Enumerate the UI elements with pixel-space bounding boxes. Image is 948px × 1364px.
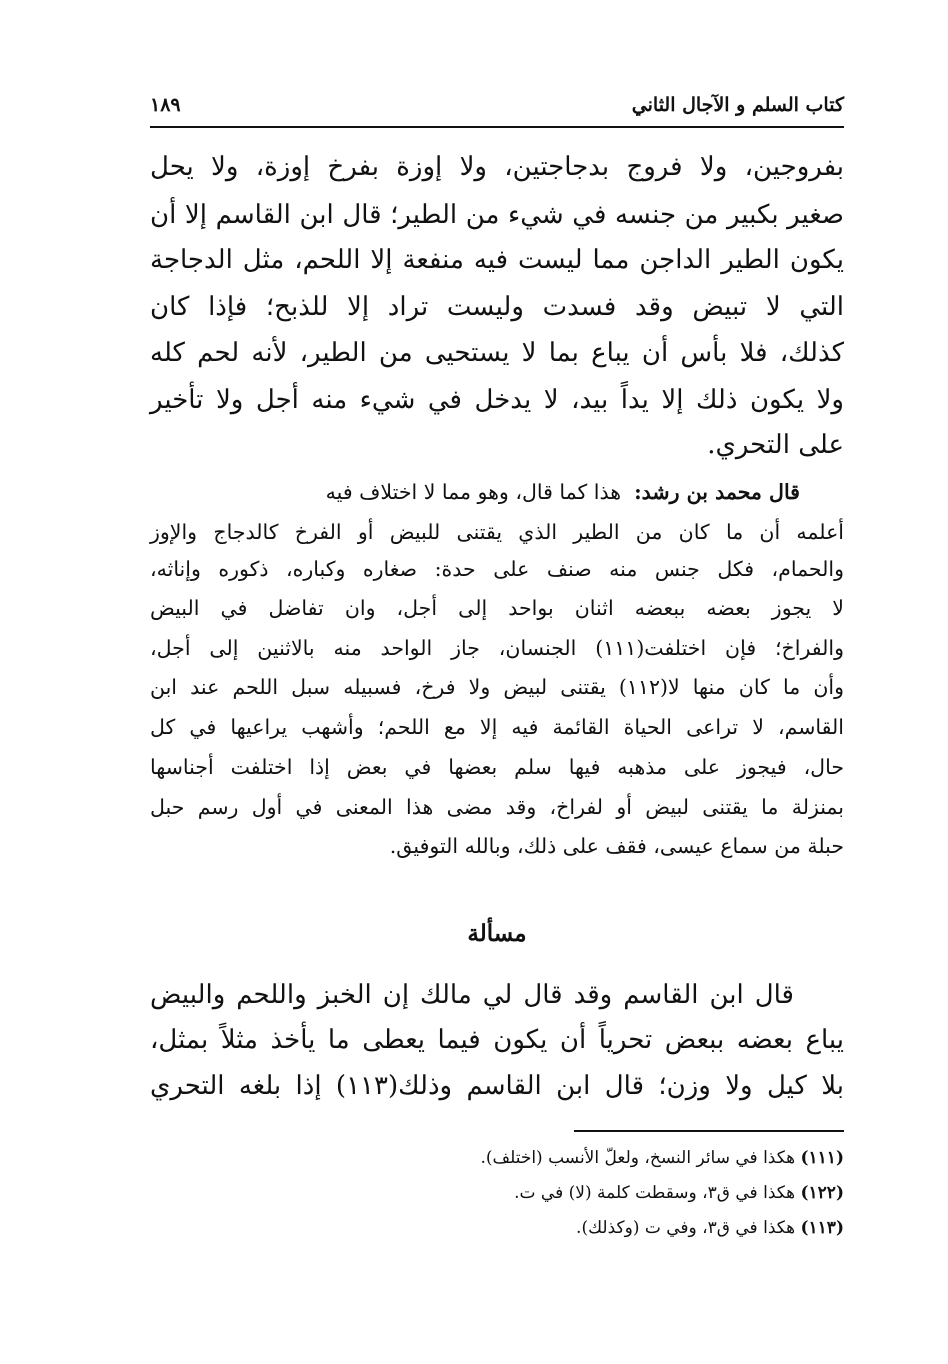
- section-heading: مسألة: [467, 920, 527, 947]
- text-line: يباع بعضه ببعض تحرياً أن يكون فيما يعطى ما يأخذ مثلاً بمثل،: [150, 1025, 844, 1055]
- book-page: [150, 0, 844, 1364]
- text-line: كذلك، فلا بأس أن يباع بما لا يستحيى من الطير، لأنه لحم كله: [150, 338, 844, 368]
- text-line: لا يجوز بعضه ببعضه اثنان بواحد إلى أجل، وان تفاضل في البيض: [150, 596, 844, 620]
- footnote-text: هكذا في ق٣، وفي ت (وكذلك).: [576, 1218, 796, 1238]
- running-title: كتاب السلم و الآجال الثاني: [631, 94, 844, 116]
- commentary-first-line: [150, 480, 844, 504]
- footnote: [150, 1218, 844, 1238]
- text-line: قال ابن القاسم وقد قال لي مالك إن الخبز واللحم والبيض: [150, 980, 794, 1010]
- text-line: بمنزلة ما يقتنى لبيض أو لفراخ، وقد مضى هذا المعنى في أول رسم حبل: [150, 795, 844, 819]
- text-line: حبلة من سماع عيسى، فقف على ذلك، وبالله التوفيق.: [389, 834, 844, 858]
- text-line: والفراخ؛ فإن اختلفت(١١١) الجنسان، جاز الواحد منه بالاثنين إلى أجل،: [150, 636, 844, 660]
- text-line: أعلمه أن ما كان من الطير الذي يقتنى للبيض أو الفرخ كالدجاج والإوز: [150, 520, 844, 544]
- text-line: يكون الطير الداجن مما ليست فيه منفعة إلا اللحم، مثل الدجاجة: [150, 245, 844, 275]
- text-line: على التحري.: [707, 430, 844, 460]
- commentary-first-text: هذا كما قال، وهو مما لا اختلاف فيه: [325, 480, 622, 504]
- text-line: صغير بكبير من جنسه في شيء من الطير؛ قال ابن القاسم إلا أن: [150, 200, 844, 230]
- footnote-number: (١١٣): [800, 1218, 844, 1238]
- text-line: حال، فيجوز على مذهبه فيها سلم بعضها في بعض إذا اختلفت أجناسها: [150, 755, 844, 779]
- footnote-text: هكذا في ق٣، وسقطت كلمة (لا) في ت.: [514, 1183, 796, 1203]
- footnote: [150, 1183, 844, 1203]
- running-header: [150, 90, 844, 128]
- text-line: وأن ما كان منها لا(١١٢) يقتنى لبيض ولا فرخ، فسبيله سبل اللحم عند ابن: [150, 675, 844, 699]
- text-line: ولا يكون ذلك إلا يداً بيد، لا يدخل في شيء منه أجل ولا تأخير: [150, 385, 844, 415]
- text-line: بلا كيل ولا وزن؛ قال ابن القاسم وذلك(١١٣) إذا بلغه التحري: [150, 1071, 844, 1101]
- footnote: [150, 1148, 844, 1168]
- text-line: والحمام، فكل جنس منه صنف على حدة: صغاره وكباره، ذكوره وإناثه،: [150, 557, 844, 581]
- speaker-name: قال محمد بن رشد:: [634, 480, 800, 504]
- text-line: القاسم، لا تراعى الحياة القائمة فيه إلا مع اللحم؛ وأشهب يراعيها في كل: [150, 715, 844, 739]
- footnote-number: (١١١): [800, 1148, 844, 1168]
- footnote-number: (١٢٢): [800, 1183, 844, 1203]
- page-number: ١٨٩: [150, 94, 181, 116]
- footnote-divider: [574, 1130, 844, 1132]
- text-line: التي لا تبيض وقد فسدت وليست تراد إلا للذبح؛ فإذا كان: [150, 292, 844, 322]
- text-line: بفروجين، ولا فروج بدجاجتين، ولا إوزة بفرخ إوزة، ولا يحل: [150, 152, 844, 182]
- footnote-text: هكذا في سائر النسخ، ولعلّ الأنسب (اختلف).: [480, 1148, 796, 1168]
